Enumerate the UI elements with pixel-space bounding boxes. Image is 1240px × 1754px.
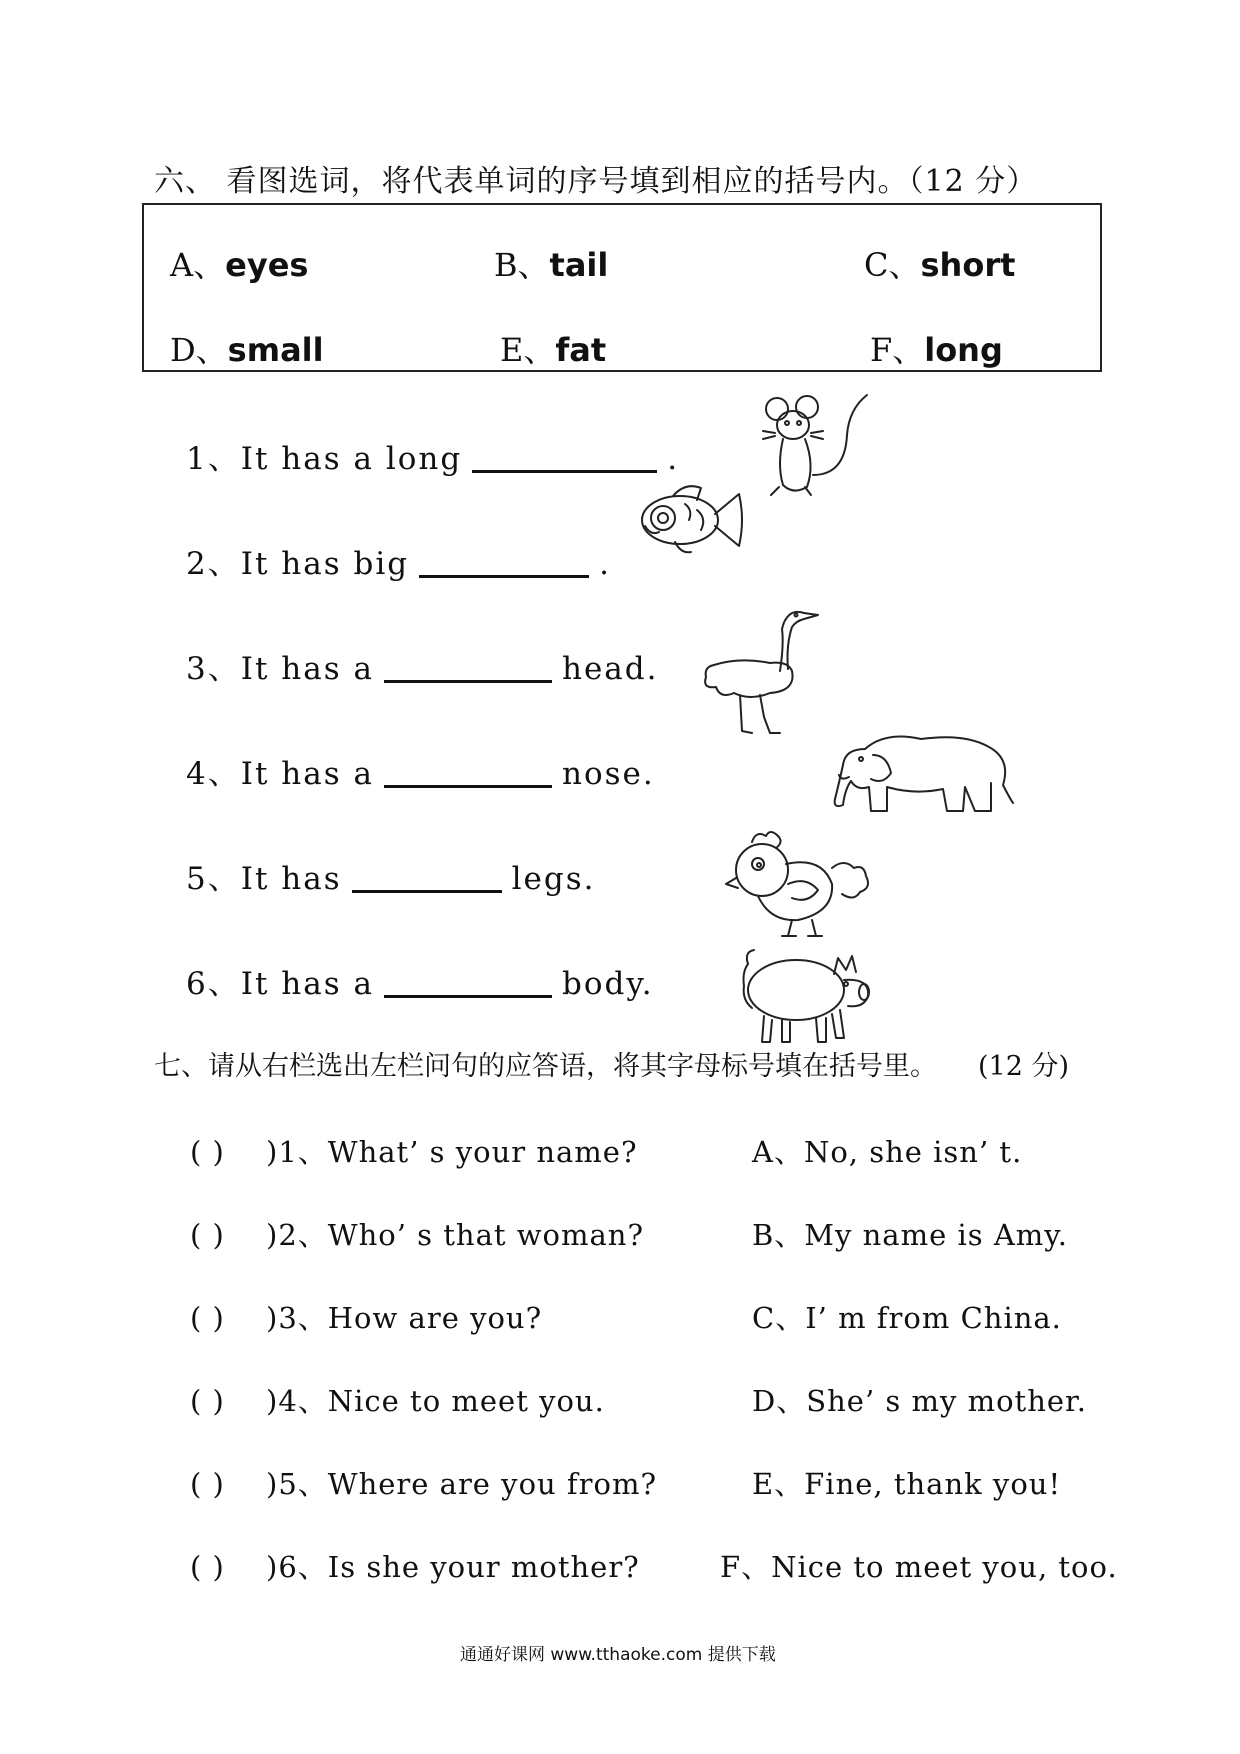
answer-blank[interactable] <box>384 967 552 998</box>
match-question: )3、How are you? <box>266 1301 543 1335</box>
option-word: eyes <box>225 246 309 284</box>
question-text: 6、It has a <box>186 966 374 1002</box>
elephant-icon <box>825 725 1025 820</box>
pig-icon <box>740 938 875 1048</box>
option-e <box>500 325 606 371</box>
option-letter: F、 <box>870 331 925 369</box>
answer-blank[interactable] <box>384 757 552 788</box>
option-letter: A、 <box>170 246 226 284</box>
match-answer-c: C、I’ m from China. <box>752 1301 1062 1335</box>
answer-bracket[interactable]: ( ) <box>190 1550 225 1584</box>
match-row-2 <box>190 1213 644 1254</box>
fish-icon <box>635 480 745 560</box>
question-text: 5、It has <box>186 861 342 897</box>
section6-title: 六、 看图选词，将代表单词的序号填到相应的括号内。（12 分） <box>154 164 1038 199</box>
option-word: fat <box>555 331 607 369</box>
footer-text: 通通好课网 www.tthaoke.com 提供下载 <box>460 1645 776 1665</box>
section7-score: (12 分) <box>978 1051 1070 1082</box>
question-end: body. <box>561 966 654 1002</box>
option-a <box>170 240 308 286</box>
question-text: 2、It has big <box>186 546 410 582</box>
option-d <box>170 325 324 371</box>
option-word: long <box>924 331 1003 369</box>
question-2 <box>186 538 611 583</box>
answer-bracket[interactable]: ( ) <box>190 1135 225 1169</box>
option-letter: E、 <box>500 331 556 369</box>
question-end: . <box>599 546 611 582</box>
section7-title: 七、请从右栏选出左栏问句的应答语，将其字母标号填在括号里。 <box>154 1051 937 1082</box>
match-answer-b: B、My name is Amy. <box>752 1218 1069 1252</box>
match-row-1 <box>190 1130 638 1171</box>
question-end: . <box>667 441 680 477</box>
option-c <box>864 240 1015 286</box>
answer-blank[interactable] <box>472 442 657 473</box>
question-5 <box>186 853 596 898</box>
answer-bracket[interactable]: ( ) <box>190 1467 225 1501</box>
match-row-5 <box>190 1462 657 1503</box>
option-b <box>494 240 608 286</box>
option-letter: B、 <box>494 246 550 284</box>
option-word: tail <box>549 246 609 284</box>
match-question: )4、Nice to meet you. <box>266 1384 605 1418</box>
answer-blank[interactable] <box>419 547 589 578</box>
question-text: 4、It has a <box>186 756 374 792</box>
answer-bracket[interactable]: ( ) <box>190 1384 225 1418</box>
match-question: )1、What’ s your name? <box>266 1135 638 1169</box>
question-end: head. <box>561 651 659 687</box>
question-text: 1、It has a long <box>186 441 463 477</box>
question-end: legs. <box>511 861 596 897</box>
question-end: nose. <box>561 756 655 792</box>
chick-icon <box>722 828 872 938</box>
match-question: )5、Where are you from? <box>266 1467 658 1501</box>
answer-blank[interactable] <box>352 862 502 893</box>
answer-bracket[interactable]: ( ) <box>190 1218 225 1252</box>
option-letter: C、 <box>864 246 921 284</box>
match-row-3 <box>190 1296 542 1337</box>
answer-bracket[interactable]: ( ) <box>190 1301 225 1335</box>
question-4 <box>186 748 655 793</box>
option-f <box>870 325 1003 371</box>
match-answer-e: E、Fine, thank you! <box>752 1467 1062 1501</box>
match-row-6 <box>190 1545 640 1586</box>
match-answer-f: F、Nice to meet you, too. <box>720 1550 1118 1584</box>
question-1 <box>186 433 679 478</box>
ostrich-icon <box>700 605 825 735</box>
question-3 <box>186 643 658 688</box>
match-answer-a: A、No, she isn’ t. <box>752 1135 1023 1169</box>
match-row-4 <box>190 1379 605 1420</box>
option-word: short <box>920 246 1016 284</box>
answer-blank[interactable] <box>384 652 552 683</box>
match-question: )2、Who’ s that woman? <box>266 1218 645 1252</box>
option-word: small <box>227 331 324 369</box>
match-answer-d: D、She’ s my mother. <box>752 1384 1087 1418</box>
question-6 <box>186 958 654 1003</box>
mouse-icon <box>755 395 865 505</box>
match-question: )6、Is she your mother? <box>266 1550 640 1584</box>
question-text: 3、It has a <box>186 651 374 687</box>
option-letter: D、 <box>170 331 228 369</box>
